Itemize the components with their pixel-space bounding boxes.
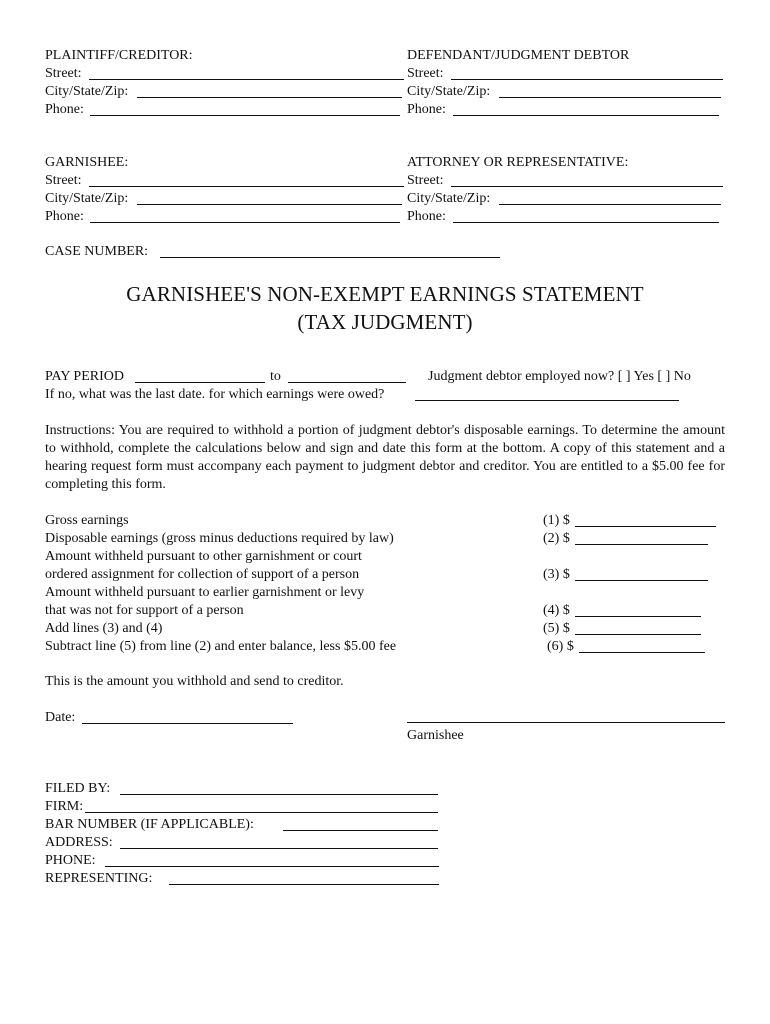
- calc-number-2-label: (2) $: [543, 531, 570, 546]
- last-date-question: If no, what was the last date. for which earnings were owed?: [45, 387, 385, 402]
- address-field[interactable]: [120, 848, 438, 849]
- plaintiff-street-field[interactable]: [89, 79, 404, 80]
- calc-number-1: [543, 512, 570, 530]
- garnishee-signature-field[interactable]: [407, 722, 725, 723]
- garnishee-city-field[interactable]: [137, 204, 402, 205]
- phone-label: PHONE:: [45, 853, 96, 868]
- garnishee-phone-label: Phone:: [45, 209, 84, 224]
- date-row: [45, 709, 305, 727]
- address-label: ADDRESS:: [45, 835, 113, 850]
- representing-label: REPRESENTING:: [45, 871, 153, 886]
- plaintiff-city-field[interactable]: [137, 97, 402, 98]
- garnishee-street-field[interactable]: [89, 186, 404, 187]
- defendant-block: [407, 47, 737, 119]
- calc-field-1[interactable]: [575, 526, 716, 527]
- defendant-street-label: Street:: [407, 66, 444, 81]
- plaintiff-phone-field[interactable]: [90, 115, 400, 116]
- attorney-heading: ATTORNEY OR REPRESENTATIVE:: [407, 155, 629, 170]
- plaintiff-block: [45, 47, 365, 119]
- garnishee-street-label: Street:: [45, 173, 82, 188]
- date-field[interactable]: [82, 723, 293, 724]
- form-title: GARNISHEE'S NON-EXEMPT EARNINGS STATEMENT: [126, 282, 644, 306]
- calc-line-other-garnishment-1: Amount withheld pursuant to other garnishment or court: [45, 549, 362, 564]
- instructions-text: Instructions: You are required to withhold a portion of judgment debtor's disposable earnings. To determine the amount to withhold, complete the calculations below and sign and date this form at the bottom. A copy of this statement and a hearing request form must accompany each payment to judgment debtor and creditor. You are entitled to a $5.00 fee for completing this form.: [45, 423, 725, 492]
- calc-line-add: Add lines (3) and (4): [45, 621, 163, 636]
- calc-line-earlier-garnishment-1: Amount withheld pursuant to earlier garnishment or levy: [45, 585, 365, 600]
- case-number-field[interactable]: [160, 257, 500, 258]
- calc-labels: [45, 512, 396, 656]
- firm-field[interactable]: [85, 812, 438, 813]
- calc-number-2: [543, 530, 570, 548]
- calc-number-1-label: (1) $: [543, 513, 570, 528]
- defendant-city-label: City/State/Zip:: [407, 84, 491, 99]
- garnishee-heading: GARNISHEE:: [45, 155, 129, 170]
- withhold-text: This is the amount you withhold and send to creditor.: [45, 674, 344, 689]
- firm-label: FIRM:: [45, 799, 84, 814]
- calc-line-other-garnishment-2: ordered assignment for collection of support of a person: [45, 567, 360, 582]
- representing-field[interactable]: [169, 884, 439, 885]
- case-number-label: CASE NUMBER:: [45, 244, 149, 259]
- plaintiff-heading: PLAINTIFF/CREDITOR:: [45, 48, 193, 63]
- filed-by-block: [45, 780, 445, 888]
- garnishee-city-label: City/State/Zip:: [45, 191, 129, 206]
- attorney-city-field[interactable]: [499, 204, 721, 205]
- plaintiff-phone-label: Phone:: [45, 102, 84, 117]
- garnishee-phone-field[interactable]: [90, 222, 400, 223]
- calc-line-earlier-garnishment-2: that was not for support of a person: [45, 603, 244, 618]
- attorney-city-label: City/State/Zip:: [407, 191, 491, 206]
- calc-number-6: [547, 638, 574, 656]
- last-date-field[interactable]: [415, 400, 679, 401]
- bar-number-label: BAR NUMBER (IF APPLICABLE):: [45, 817, 254, 832]
- defendant-phone-field[interactable]: [453, 115, 719, 116]
- filed-by-field[interactable]: [120, 794, 438, 795]
- calc-line-gross: Gross earnings: [45, 513, 129, 528]
- calc-line-subtract: Subtract line (5) from line (2) and enter balance, less $5.00 fee: [45, 639, 397, 654]
- calc-number-4-label: (4) $: [543, 603, 570, 618]
- bar-number-field[interactable]: [283, 830, 438, 831]
- calc-line-disposable: Disposable earnings (gross minus deductions required by law): [45, 531, 394, 546]
- pay-period-to: to: [270, 369, 281, 384]
- pay-period-start-field[interactable]: [135, 382, 265, 383]
- form-subtitle: (TAX JUDGMENT): [297, 310, 473, 334]
- defendant-street-field[interactable]: [451, 79, 723, 80]
- attorney-block: [407, 154, 737, 226]
- calc-field-5[interactable]: [575, 634, 701, 635]
- calc-field-3[interactable]: [575, 580, 708, 581]
- employed-question: Judgment debtor employed now? [ ] Yes [ ] No: [428, 369, 691, 384]
- garnishee-signature-label: Garnishee: [407, 728, 464, 743]
- calc-number-3: [543, 566, 570, 584]
- date-label: Date:: [45, 710, 76, 725]
- defendant-phone-label: Phone:: [407, 102, 446, 117]
- calc-number-6-label: (6) $: [547, 639, 574, 654]
- filed-by-label: FILED BY:: [45, 781, 111, 796]
- defendant-city-field[interactable]: [499, 97, 721, 98]
- defendant-heading: DEFENDANT/JUDGMENT DEBTOR: [407, 48, 630, 63]
- calc-number-5-label: (5) $: [543, 621, 570, 636]
- calc-number-3-label: (3) $: [543, 567, 570, 582]
- pay-period-label: PAY PERIOD: [45, 369, 124, 384]
- calc-field-4[interactable]: [575, 616, 701, 617]
- plaintiff-city-label: City/State/Zip:: [45, 84, 129, 99]
- calc-field-2[interactable]: [575, 544, 708, 545]
- pay-period-row: [45, 368, 735, 404]
- attorney-street-label: Street:: [407, 173, 444, 188]
- calc-number-4: [543, 602, 570, 620]
- case-number-row: [45, 243, 505, 261]
- attorney-phone-field[interactable]: [453, 222, 719, 223]
- phone-field[interactable]: [105, 866, 439, 867]
- garnishee-block: [45, 154, 365, 226]
- calc-field-6[interactable]: [579, 652, 705, 653]
- attorney-phone-label: Phone:: [407, 209, 446, 224]
- plaintiff-street-label: Street:: [45, 66, 82, 81]
- attorney-street-field[interactable]: [451, 186, 723, 187]
- pay-period-end-field[interactable]: [288, 382, 406, 383]
- calc-number-5: [543, 620, 570, 638]
